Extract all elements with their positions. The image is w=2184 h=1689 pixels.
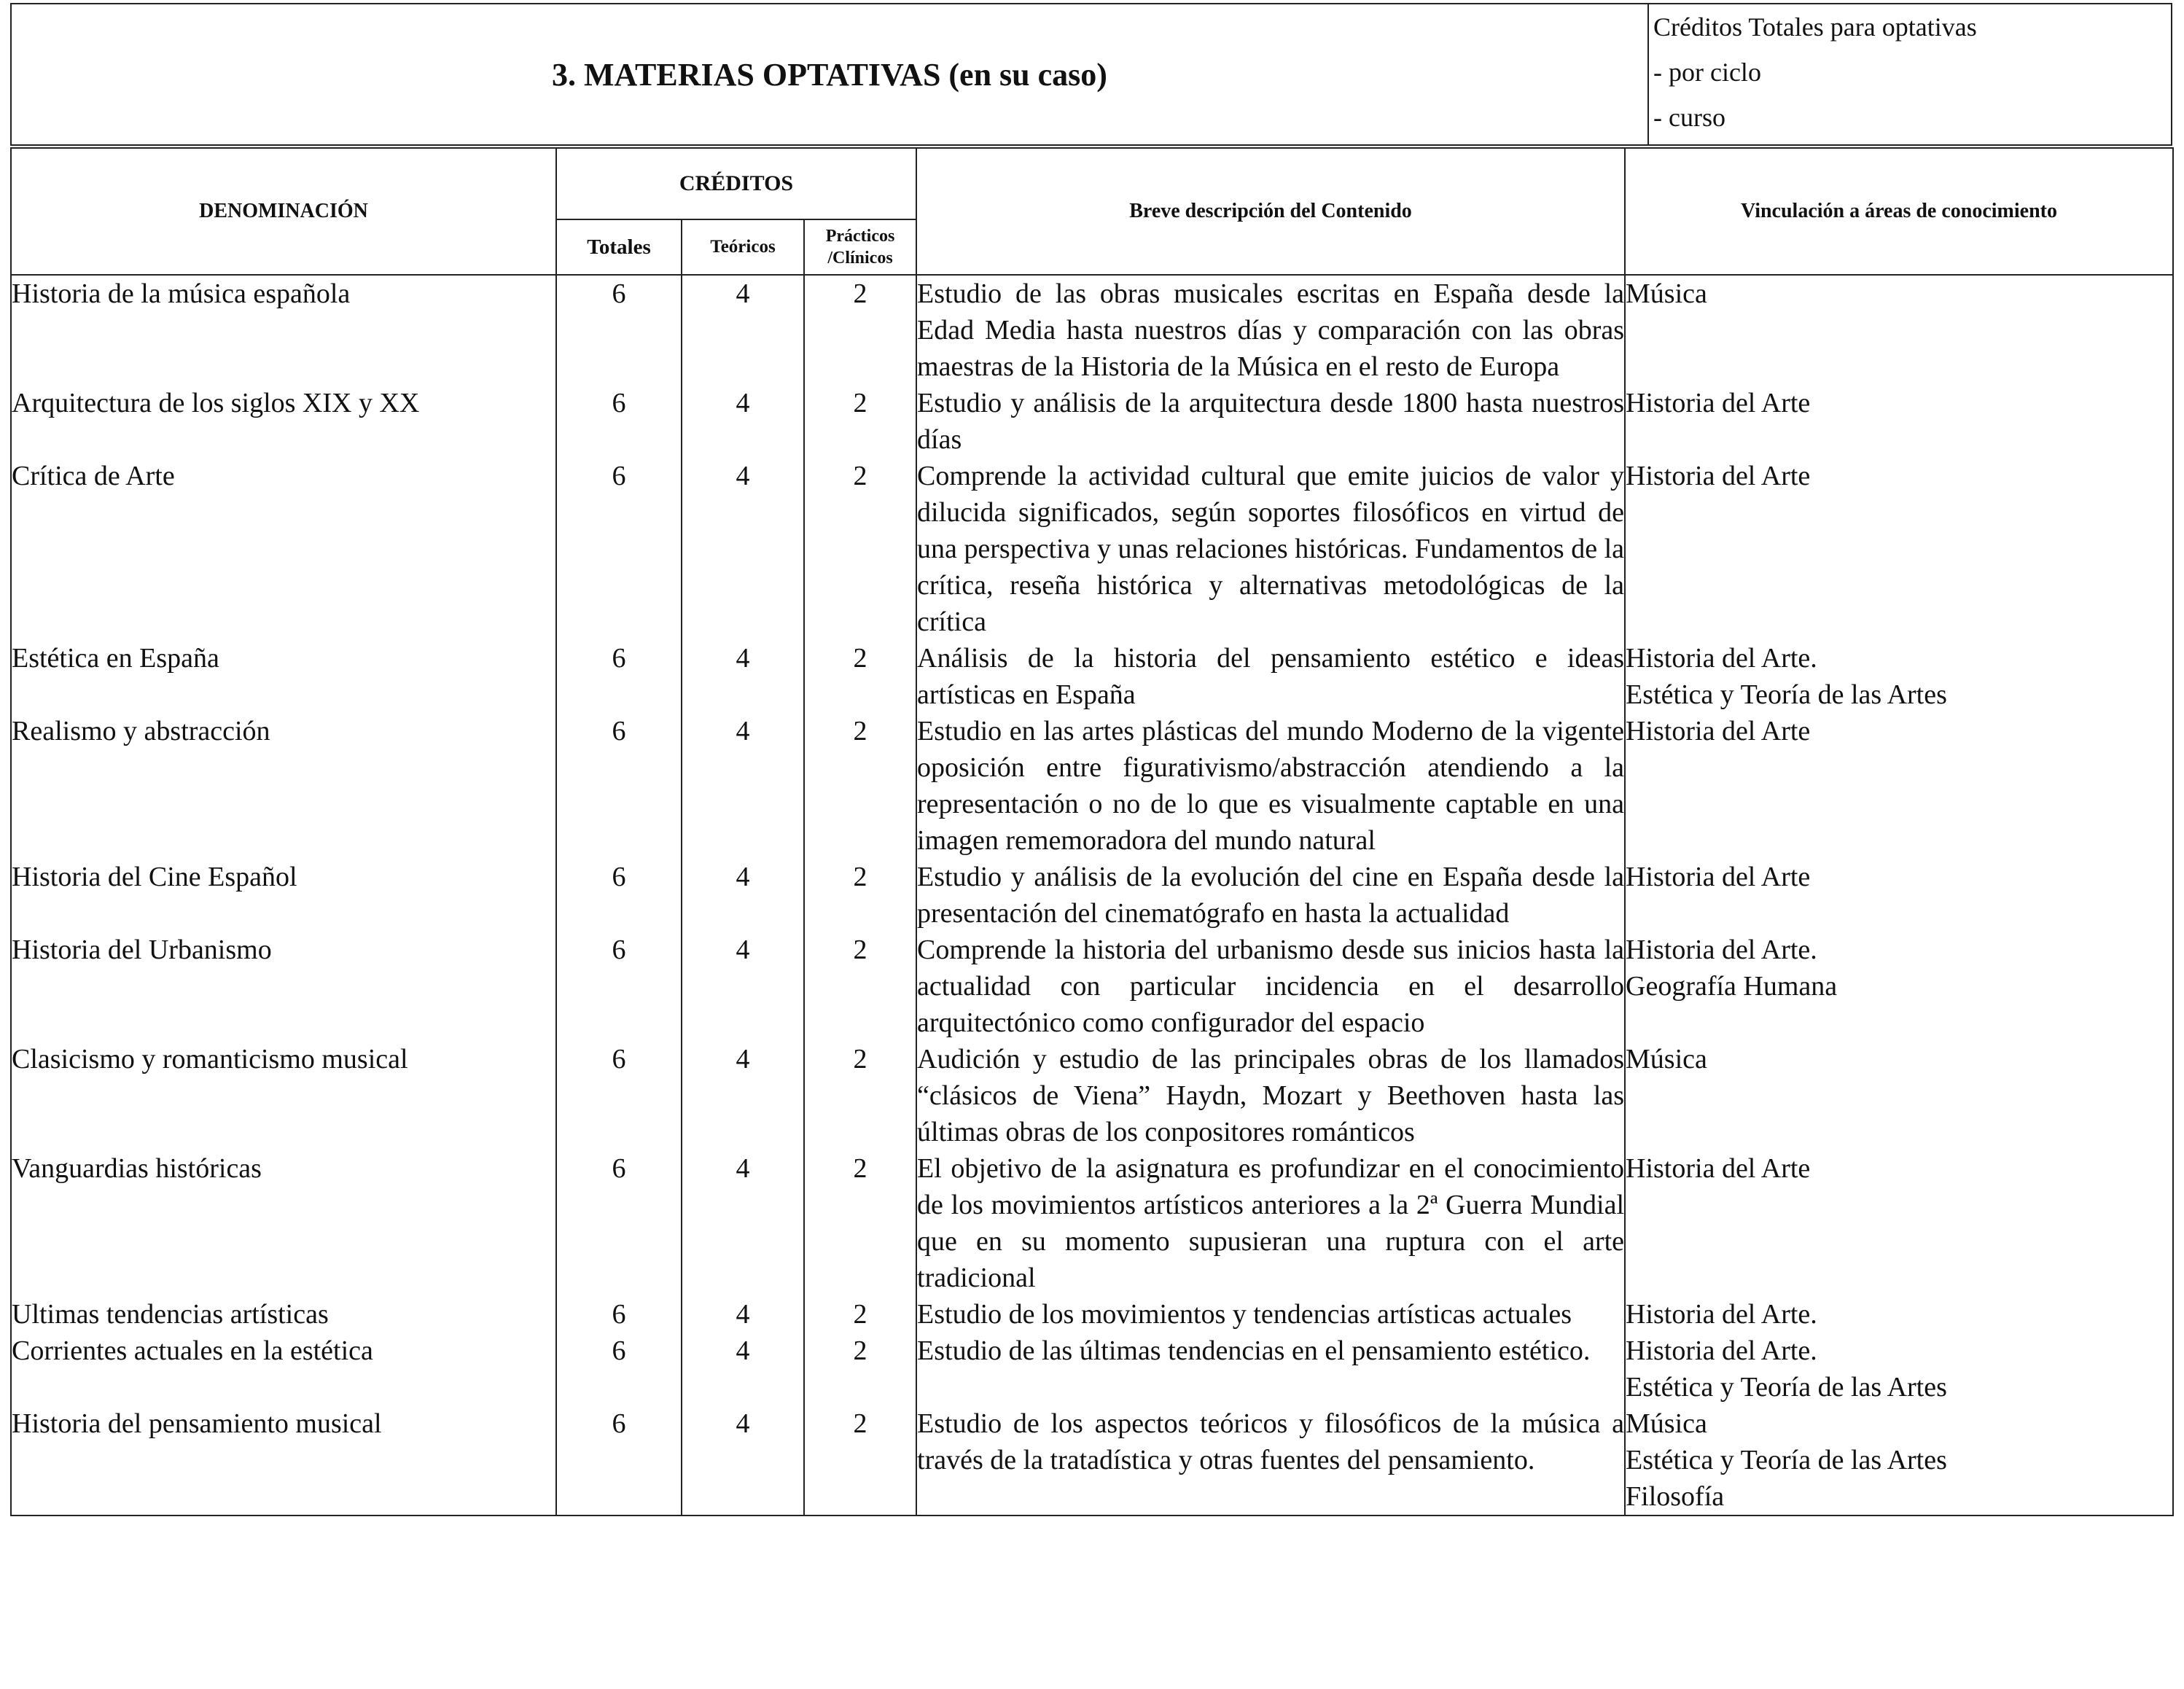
credits-totales: 6 [556,859,682,932]
knowledge-areas [1625,385,2173,458]
table-row [11,932,2173,1041]
credits-summary [1649,4,2171,144]
subject-description: Análisis de la historia del pensamiento estético e ideas artísticas en España [916,640,1625,713]
subject-name: Historia de la música española [11,275,556,385]
credits-summary-line: - curso [1653,103,1725,132]
knowledge-areas [1625,932,2173,1041]
credits-totales: 6 [556,1405,682,1516]
credits-totales: 6 [556,1041,682,1150]
table-row [11,1296,2173,1333]
knowledge-area: Filosofía [1626,1481,1725,1512]
credits-totales: 6 [556,1333,682,1405]
knowledge-area: Geografía Humana [1626,971,1838,1002]
credits-teoricos: 4 [682,1150,804,1296]
knowledge-area: Historia del Arte. [1626,1335,1817,1366]
subject-name: Ultimas tendencias artísticas [11,1296,556,1333]
credits-practicos: 2 [804,458,916,640]
knowledge-areas [1625,1333,2173,1405]
table-row [11,859,2173,932]
subject-name: Vanguardias históricas [11,1150,556,1296]
table-row [11,275,2173,385]
knowledge-area: Historia del Arte. [1626,1299,1817,1330]
header-totales: Totales [556,219,682,275]
credits-totales: 6 [556,1296,682,1333]
subject-description: Estudio de los movimientos y tendencias artísticas actuales [916,1296,1625,1333]
knowledge-area: Historia del Arte [1626,716,1811,746]
knowledge-area: Estética y Teoría de las Artes [1626,679,1947,710]
knowledge-areas [1625,713,2173,859]
knowledge-area: Música [1626,1408,1707,1439]
credits-teoricos: 4 [682,859,804,932]
subject-description: Estudio y análisis de la arquitectura desde 1800 hasta nuestros días [916,385,1625,458]
subject-name: Historia del pensamiento musical [11,1405,556,1516]
subject-name: Historia del Urbanismo [11,932,556,1041]
credits-teoricos: 4 [682,385,804,458]
knowledge-areas [1625,640,2173,713]
subject-name: Historia del Cine Español [11,859,556,932]
knowledge-area: Historia del Arte [1626,461,1811,491]
knowledge-area: Estética y Teoría de las Artes [1626,1372,1947,1403]
subject-name: Clasicismo y romanticismo musical [11,1041,556,1150]
knowledge-area: Historia del Arte. [1626,935,1817,965]
credits-practicos: 2 [804,1041,916,1150]
table-row [11,1150,2173,1296]
knowledge-area: Historia del Arte [1626,862,1811,892]
credits-practicos: 2 [804,640,916,713]
credits-practicos: 2 [804,713,916,859]
credits-teoricos: 4 [682,713,804,859]
credits-summary-line: Créditos Totales para optativas [1653,12,1977,42]
credits-teoricos: 4 [682,1333,804,1405]
subject-description: Comprende la historia del urbanismo desde sus inicios hasta la actualidad con particular incidencia en el desarrollo arquitectónico como configurador del espacio [916,932,1625,1041]
subject-description: Audición y estudio de las principales obras de los llamados “clásicos de Viena” Haydn, Mozart y Beethoven hasta las últimas obras de los conpositores románticos [916,1041,1625,1150]
credits-summary-line: - por ciclo [1653,58,1761,87]
header-vinculacion: Vinculación a áreas de conocimiento [1625,148,2173,275]
credits-practicos: 2 [804,1150,916,1296]
credits-totales: 6 [556,1150,682,1296]
subject-name: Arquitectura de los siglos XIX y XX [11,385,556,458]
credits-practicos: 2 [804,275,916,385]
subject-description: Estudio y análisis de la evolución del cine en España desde la presentación del cinematógrafo en hasta la actualidad [916,859,1625,932]
subject-name: Realismo y abstracción [11,713,556,859]
optional-subjects-table [10,147,2174,1516]
header-practicos [804,219,916,275]
credits-totales: 6 [556,640,682,713]
subject-description: Estudio en las artes plásticas del mundo Moderno de la vigente oposición entre figurativismo/abstracción atendiendo a la representación o no de lo que es visualmente captable en una imagen rememoradora del mundo natural [916,713,1625,859]
header-practicos-line: /Clínicos [827,249,893,268]
knowledge-areas [1625,275,2173,385]
knowledge-areas [1625,458,2173,640]
subject-name: Estética en España [11,640,556,713]
credits-practicos: 2 [804,1296,916,1333]
credits-teoricos: 4 [682,458,804,640]
table-row [11,640,2173,713]
header-creditos: CRÉDITOS [556,148,916,219]
credits-totales: 6 [556,458,682,640]
title-block [10,3,2172,146]
knowledge-area: Historia del Arte [1626,1153,1811,1184]
subject-description: Estudio de las obras musicales escritas en España desde la Edad Media hasta nuestros días y comparación con las obras maestras de la Historia de la Música en el resto de Europa [916,275,1625,385]
credits-totales: 6 [556,385,682,458]
credits-teoricos: 4 [682,1041,804,1150]
subject-name: Corrientes actuales en la estética [11,1333,556,1405]
credits-practicos: 2 [804,932,916,1041]
table-row [11,1405,2173,1516]
section-title: 3. MATERIAS OPTATIVAS (en su caso) [12,4,1649,144]
credits-totales: 6 [556,275,682,385]
knowledge-area: Historia del Arte. [1626,643,1817,674]
credits-teoricos: 4 [682,275,804,385]
subject-description: El objetivo de la asignatura es profundizar en el conocimiento de los movimientos artísticos anteriores a la 2ª Guerra Mundial que en su momento supusieran una ruptura con el arte tradicional [916,1150,1625,1296]
header-denominacion: DENOMINACIÓN [11,148,556,275]
knowledge-area: Música [1626,278,1707,309]
table-row [11,1041,2173,1150]
credits-teoricos: 4 [682,932,804,1041]
knowledge-areas [1625,1405,2173,1516]
credits-totales: 6 [556,713,682,859]
subject-description: Estudio de las últimas tendencias en el pensamiento estético. [916,1333,1625,1405]
knowledge-areas [1625,859,2173,932]
credits-practicos: 2 [804,859,916,932]
header-teoricos: Teóricos [682,219,804,275]
table-row [11,458,2173,640]
credits-teoricos: 4 [682,640,804,713]
credits-teoricos: 4 [682,1405,804,1516]
header-descripcion: Breve descripción del Contenido [916,148,1625,275]
table-row [11,713,2173,859]
subject-name: Crítica de Arte [11,458,556,640]
knowledge-area: Estética y Teoría de las Artes [1626,1445,1947,1475]
knowledge-areas [1625,1041,2173,1150]
header-practicos-line: Prácticos [825,227,895,246]
credits-practicos: 2 [804,1333,916,1405]
knowledge-area: Historia del Arte [1626,388,1811,418]
knowledge-areas [1625,1296,2173,1333]
credits-totales: 6 [556,932,682,1041]
knowledge-area: Música [1626,1044,1707,1074]
subject-description: Estudio de los aspectos teóricos y filosóficos de la música a través de la tratadística y otras fuentes del pensamiento. [916,1405,1625,1516]
credits-practicos: 2 [804,1405,916,1516]
credits-teoricos: 4 [682,1296,804,1333]
subject-description: Comprende la actividad cultural que emite juicios de valor y dilucida significados, según soportes filosóficos en virtud de una perspectiva y unas relaciones históricas. Fundamentos de la crítica, reseña histórica y alternativas metodológicas de la crítica [916,458,1625,640]
credits-practicos: 2 [804,385,916,458]
table-row [11,385,2173,458]
knowledge-areas [1625,1150,2173,1296]
table-row [11,1333,2173,1405]
